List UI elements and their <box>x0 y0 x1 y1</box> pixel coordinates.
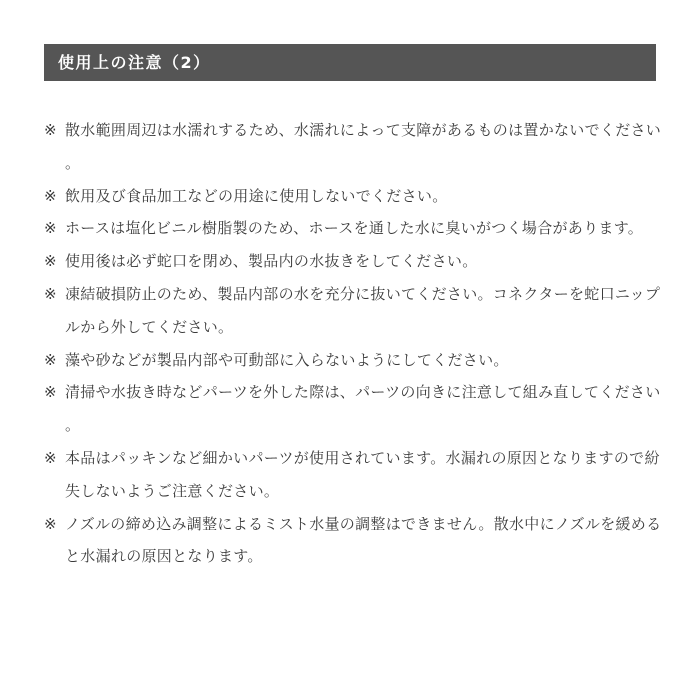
note-marker: ※ <box>44 186 57 205</box>
caution-item <box>44 508 662 574</box>
note-marker: ※ <box>44 350 57 369</box>
caution-item <box>44 245 662 278</box>
caution-item <box>44 114 662 180</box>
note-marker: ※ <box>44 219 57 238</box>
caution-item <box>44 212 662 245</box>
note-marker: ※ <box>44 514 57 533</box>
note-marker: ※ <box>44 383 57 402</box>
note-marker: ※ <box>44 284 57 303</box>
caution-text: 凍結破損防止のため、製品内部の水を充分に抜いてください。コネクターを蛇口ニップルから外してください。 <box>65 284 661 336</box>
caution-item <box>44 344 662 377</box>
note-marker: ※ <box>44 121 57 139</box>
caution-text: 散水範囲周辺は水濡れするため、水濡れによって支障があるものは置かないでください。 <box>65 121 662 172</box>
section-header <box>44 44 656 81</box>
caution-item <box>44 442 662 508</box>
caution-text: ノズルの締め込み調整によるミスト水量の調整はできません。散水中にノズルを緩めると水漏れの原因となります。 <box>65 514 662 566</box>
caution-text: 藻や砂などが製品内部や可動部に入らないようにしてください。 <box>65 350 509 369</box>
caution-text: ホースは塩化ビニル樹脂製のため、ホースを通した水に臭いがつく場合があります。 <box>65 219 644 238</box>
caution-item <box>44 180 662 213</box>
caution-item <box>44 376 662 442</box>
caution-item <box>44 278 662 344</box>
caution-list <box>44 114 662 573</box>
caution-text: 清掃や水抜き時などパーツを外した際は、パーツの向きに注意して組み直してください。 <box>65 383 661 435</box>
caution-text: 飲用及び食品加工などの用途に使用しないでください。 <box>65 186 448 205</box>
section-title: 使用上の注意（2） <box>58 53 211 72</box>
caution-text: 使用後は必ず蛇口を閉め、製品内の水抜きをしてください。 <box>65 252 478 271</box>
note-marker: ※ <box>44 252 57 271</box>
note-marker: ※ <box>44 448 57 467</box>
caution-text: 本品はパッキンなど細かいパーツが使用されています。水漏れの原因となりますので紛失しないようご注意ください。 <box>65 448 660 500</box>
